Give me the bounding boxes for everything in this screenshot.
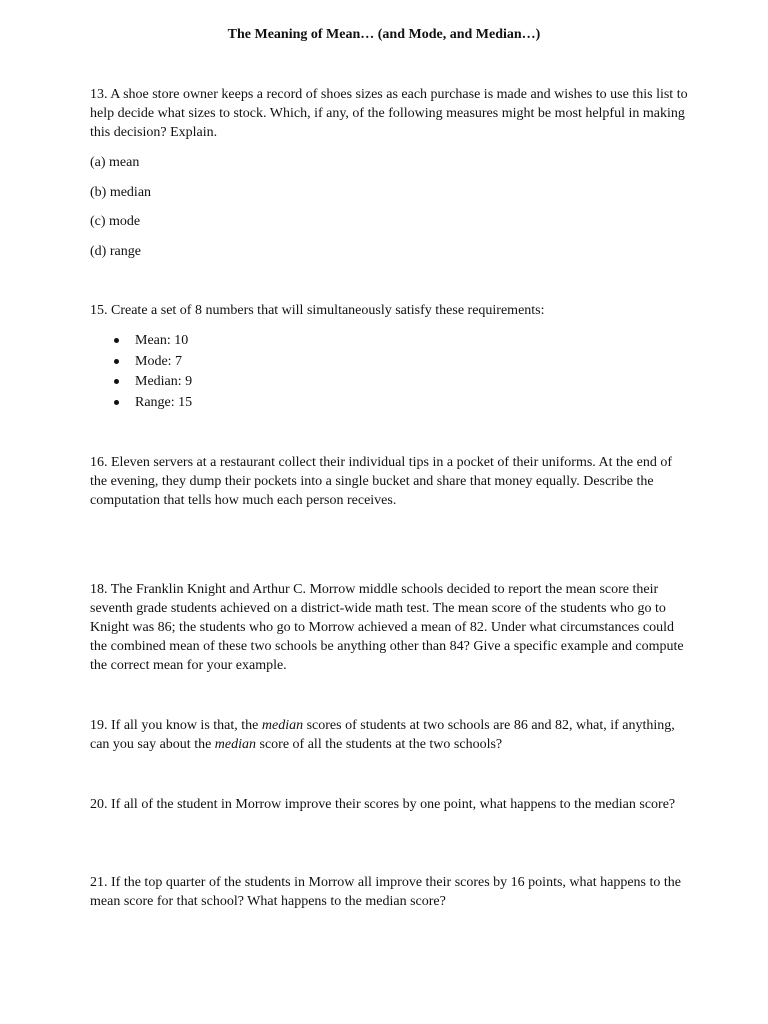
question-16: 16. Eleven servers at a restaurant collect their individual tips in a pocket of their uniforms. At the end of the evening, they dump their pockets into a single bucket and share that money equally. Describe the computation that tells how much each person receives. xyxy=(90,455,672,508)
question-20: 20. If all of the student in Morrow improve their scores by one point, what happens to the median score? xyxy=(90,797,676,812)
question-19: 19. If all you know is that, the median scores of students at two schools are 86 and 82, what, if anything, can you say about the median score of all the students at the two schools? xyxy=(90,718,675,752)
question-13: 13. A shoe store owner keeps a record of shoes sizes as each purchase is made and wishes to use this list to help decide what sizes to stock. Which, if any, of the following measures might be most helpful in making this decision? Explain. xyxy=(90,87,688,140)
question-13-option-a: (a) mean xyxy=(90,155,140,170)
bullet-icon xyxy=(114,400,119,405)
emphasis-median: median xyxy=(261,718,304,733)
question-13-option-c: (c) mode xyxy=(90,214,141,229)
emphasis-median: median xyxy=(214,737,257,752)
question-15-requirements xyxy=(90,332,192,414)
bullet-icon xyxy=(114,338,119,343)
question-15: 15. Create a set of 8 numbers that will simultaneously satisfy these requirements: xyxy=(90,303,545,318)
page-title: The Meaning of Mean… (and Mode, and Median…) xyxy=(227,27,541,42)
requirement-mean: Mean: 10 xyxy=(90,332,192,353)
bullet-icon xyxy=(114,379,119,384)
requirement-mode: Mode: 7 xyxy=(90,353,192,374)
question-13-option-b: (b) median xyxy=(90,185,152,200)
question-18: 18. The Franklin Knight and Arthur C. Morrow middle schools decided to report the mean score their seventh grade students achieved on a district-wide math test. The mean score of the students who go to Knight was 86; the students who go to Morrow achieved a mean of 82. Under what circumstances could the combined mean of these two schools be anything other than 84? Give a specific example and compute the correct mean for your example. xyxy=(90,582,684,673)
bullet-icon xyxy=(114,359,119,364)
requirement-median: Median: 9 xyxy=(90,373,192,394)
question-21: 21. If the top quarter of the students in Morrow all improve their scores by 16 points, what happens to the mean score for that school? What happens to the median score? xyxy=(90,875,681,909)
question-13-option-d: (d) range xyxy=(90,244,141,259)
requirement-range: Range: 15 xyxy=(90,394,192,415)
